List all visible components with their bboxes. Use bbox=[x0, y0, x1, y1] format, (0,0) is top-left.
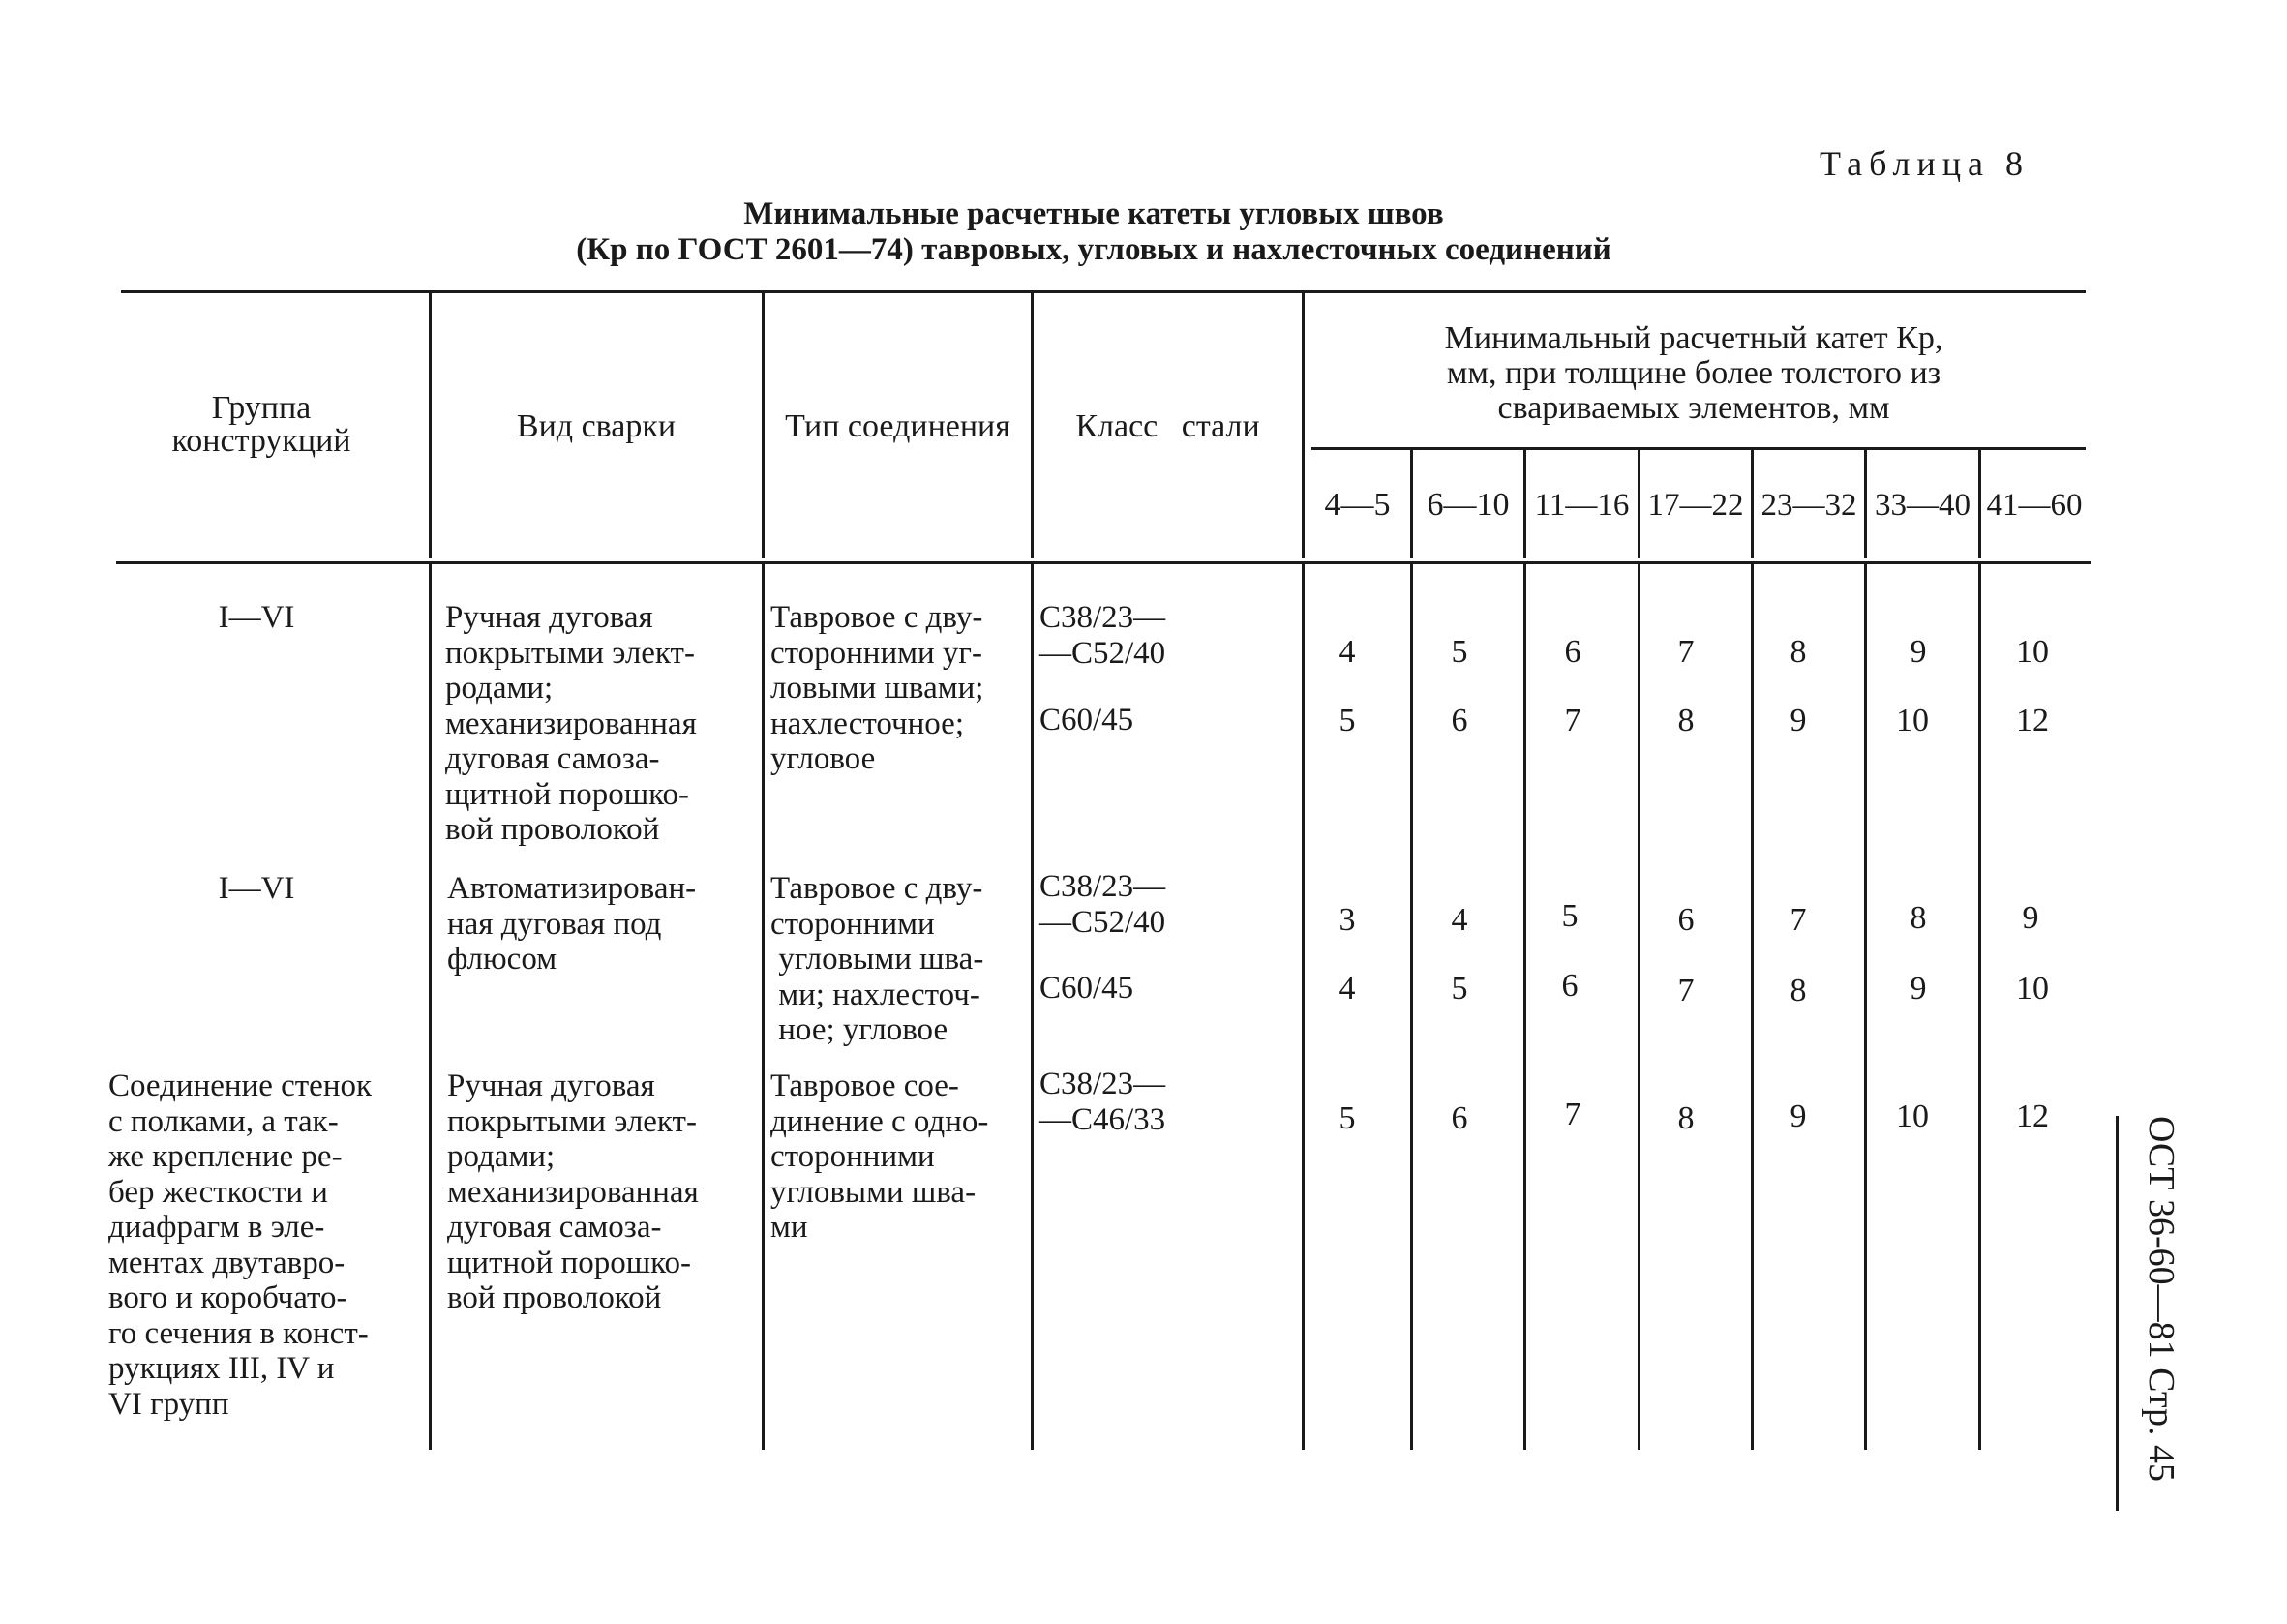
row2a-value: 8 bbox=[1910, 900, 1927, 936]
header-thickness-6-10: 6—10 bbox=[1427, 487, 1510, 523]
col-divider bbox=[1410, 564, 1413, 1450]
row3-joint: Тавровое сое- динение с одно- сторонними угловыми шва- ми bbox=[770, 1068, 989, 1245]
header-thickness-17-22: 17—22 bbox=[1647, 488, 1744, 523]
row1b-value: 7 bbox=[1564, 703, 1581, 738]
header-bottom-rule bbox=[116, 561, 2091, 564]
row2a-value: 9 bbox=[2022, 900, 2039, 936]
row1b-value: 5 bbox=[1339, 703, 1356, 738]
col-divider bbox=[1523, 564, 1526, 1450]
row3-steel: С38/23— —С46/33 bbox=[1039, 1067, 1166, 1137]
header-welding: Вид сварки bbox=[516, 408, 677, 444]
row1a-value: 9 bbox=[1910, 634, 1927, 670]
row3-value: 8 bbox=[1677, 1100, 1695, 1136]
row3-value: 9 bbox=[1790, 1098, 1807, 1134]
leg-header-rule bbox=[1311, 447, 2086, 450]
row2b-value: 10 bbox=[2016, 971, 2049, 1007]
row2b-value: 5 bbox=[1451, 971, 1468, 1007]
row1b-value: 8 bbox=[1677, 703, 1695, 738]
row3-group: Соединение стенок с полками, а так- же крепление ре- бер жесткости и диафрагм в эле- ментах двутавро- вого и коробчато- го сечения в конст- рукциях III, IV и VI групп bbox=[108, 1068, 373, 1422]
row3-value: 7 bbox=[1564, 1097, 1581, 1132]
col-divider bbox=[1031, 564, 1034, 1450]
row2b-value: 6 bbox=[1561, 968, 1579, 1004]
row2-steel-a: С38/23— —С52/40 bbox=[1039, 869, 1166, 940]
row3-value: 5 bbox=[1339, 1100, 1356, 1136]
row3-value: 6 bbox=[1451, 1100, 1468, 1136]
table-top-rule bbox=[121, 290, 2086, 293]
row1a-value: 6 bbox=[1564, 634, 1581, 670]
col-divider bbox=[1302, 564, 1305, 1450]
row1-steel-a: С38/23— —С52/40 bbox=[1039, 600, 1166, 671]
header-min-leg: Минимальный расчетный катет Кр, мм, при толщине более толстого из свариваемых элементов, мм bbox=[1444, 320, 1943, 426]
row1b-value: 9 bbox=[1790, 703, 1807, 738]
table-title-line-2: (Кр по ГОСТ 2601—74) тавровых, угловых и нахлесточных соединений bbox=[576, 232, 1611, 267]
row3-welding: Ручная дуговая покрытыми элект- родами; механизированная дуговая самоза- щитной порошко- вой проволокой bbox=[447, 1068, 699, 1315]
row2-welding: Автоматизирован- ная дуговая под флюсом bbox=[447, 871, 697, 977]
header-thickness-33-40: 33—40 bbox=[1875, 488, 1971, 523]
col-divider bbox=[1751, 564, 1754, 1450]
row1b-value: 10 bbox=[1896, 703, 1929, 738]
header-thickness-4-5: 4—5 bbox=[1324, 487, 1391, 523]
header-steel: Класс стали bbox=[1075, 408, 1260, 444]
row1-group: I—VI bbox=[218, 600, 295, 635]
row1-steel-b: С60/45 bbox=[1039, 703, 1134, 737]
row1a-value: 4 bbox=[1339, 634, 1356, 670]
table-number: Таблица 8 bbox=[1820, 144, 2030, 183]
col-divider bbox=[1864, 564, 1867, 1450]
row2b-value: 8 bbox=[1790, 973, 1807, 1008]
row3-value: 10 bbox=[1896, 1098, 1929, 1134]
row1b-value: 12 bbox=[2016, 703, 2049, 738]
table-title-line-1: Минимальные расчетные катеты угловых швов bbox=[743, 196, 1444, 231]
col-divider bbox=[762, 564, 765, 1450]
row1-joint: Тавровое с дву- сторонними уг- ловыми швами; нахлесточное; угловое bbox=[770, 600, 984, 776]
row2b-value: 4 bbox=[1339, 971, 1356, 1007]
col-divider bbox=[429, 564, 432, 1450]
col-divider bbox=[1638, 564, 1640, 1450]
row2b-value: 7 bbox=[1677, 973, 1695, 1008]
row2b-value: 9 bbox=[1910, 971, 1927, 1007]
row1a-value: 8 bbox=[1790, 634, 1807, 670]
row2-group: I—VI bbox=[218, 871, 295, 906]
header-thickness-11-16: 11—16 bbox=[1534, 488, 1630, 523]
header-joint: Тип соединения bbox=[785, 408, 1010, 444]
row2a-value: 7 bbox=[1790, 902, 1807, 938]
row3-value: 12 bbox=[2016, 1098, 2049, 1134]
row2a-value: 6 bbox=[1677, 902, 1695, 938]
row1-welding: Ручная дуговая покрытыми элект- родами; механизированная дуговая самоза- щитной порошко- вой проволокой bbox=[445, 600, 697, 847]
header-thickness-41-60: 41—60 bbox=[1986, 488, 2083, 523]
row2-steel-b: С60/45 bbox=[1039, 971, 1134, 1006]
standard-page-label bbox=[2116, 1116, 2182, 1511]
header-group: Группа конструкций bbox=[171, 390, 351, 459]
row1a-value: 5 bbox=[1451, 634, 1468, 670]
row2a-value: 5 bbox=[1561, 898, 1579, 934]
row2a-value: 3 bbox=[1339, 902, 1356, 938]
row1a-value: 10 bbox=[2016, 634, 2049, 670]
header-thickness-23-32: 23—32 bbox=[1760, 488, 1857, 523]
row1a-value: 7 bbox=[1677, 634, 1695, 670]
col-divider bbox=[1978, 564, 1981, 1450]
row1b-value: 6 bbox=[1451, 703, 1468, 738]
standard-page-label-text: ОСТ 36-60—81 Стр. 45 bbox=[2141, 1116, 2182, 1483]
row2a-value: 4 bbox=[1451, 902, 1468, 938]
row2-joint: Тавровое с дву- сторонними угловыми шва- ми; нахлесточ- ное; угловое bbox=[770, 871, 984, 1047]
